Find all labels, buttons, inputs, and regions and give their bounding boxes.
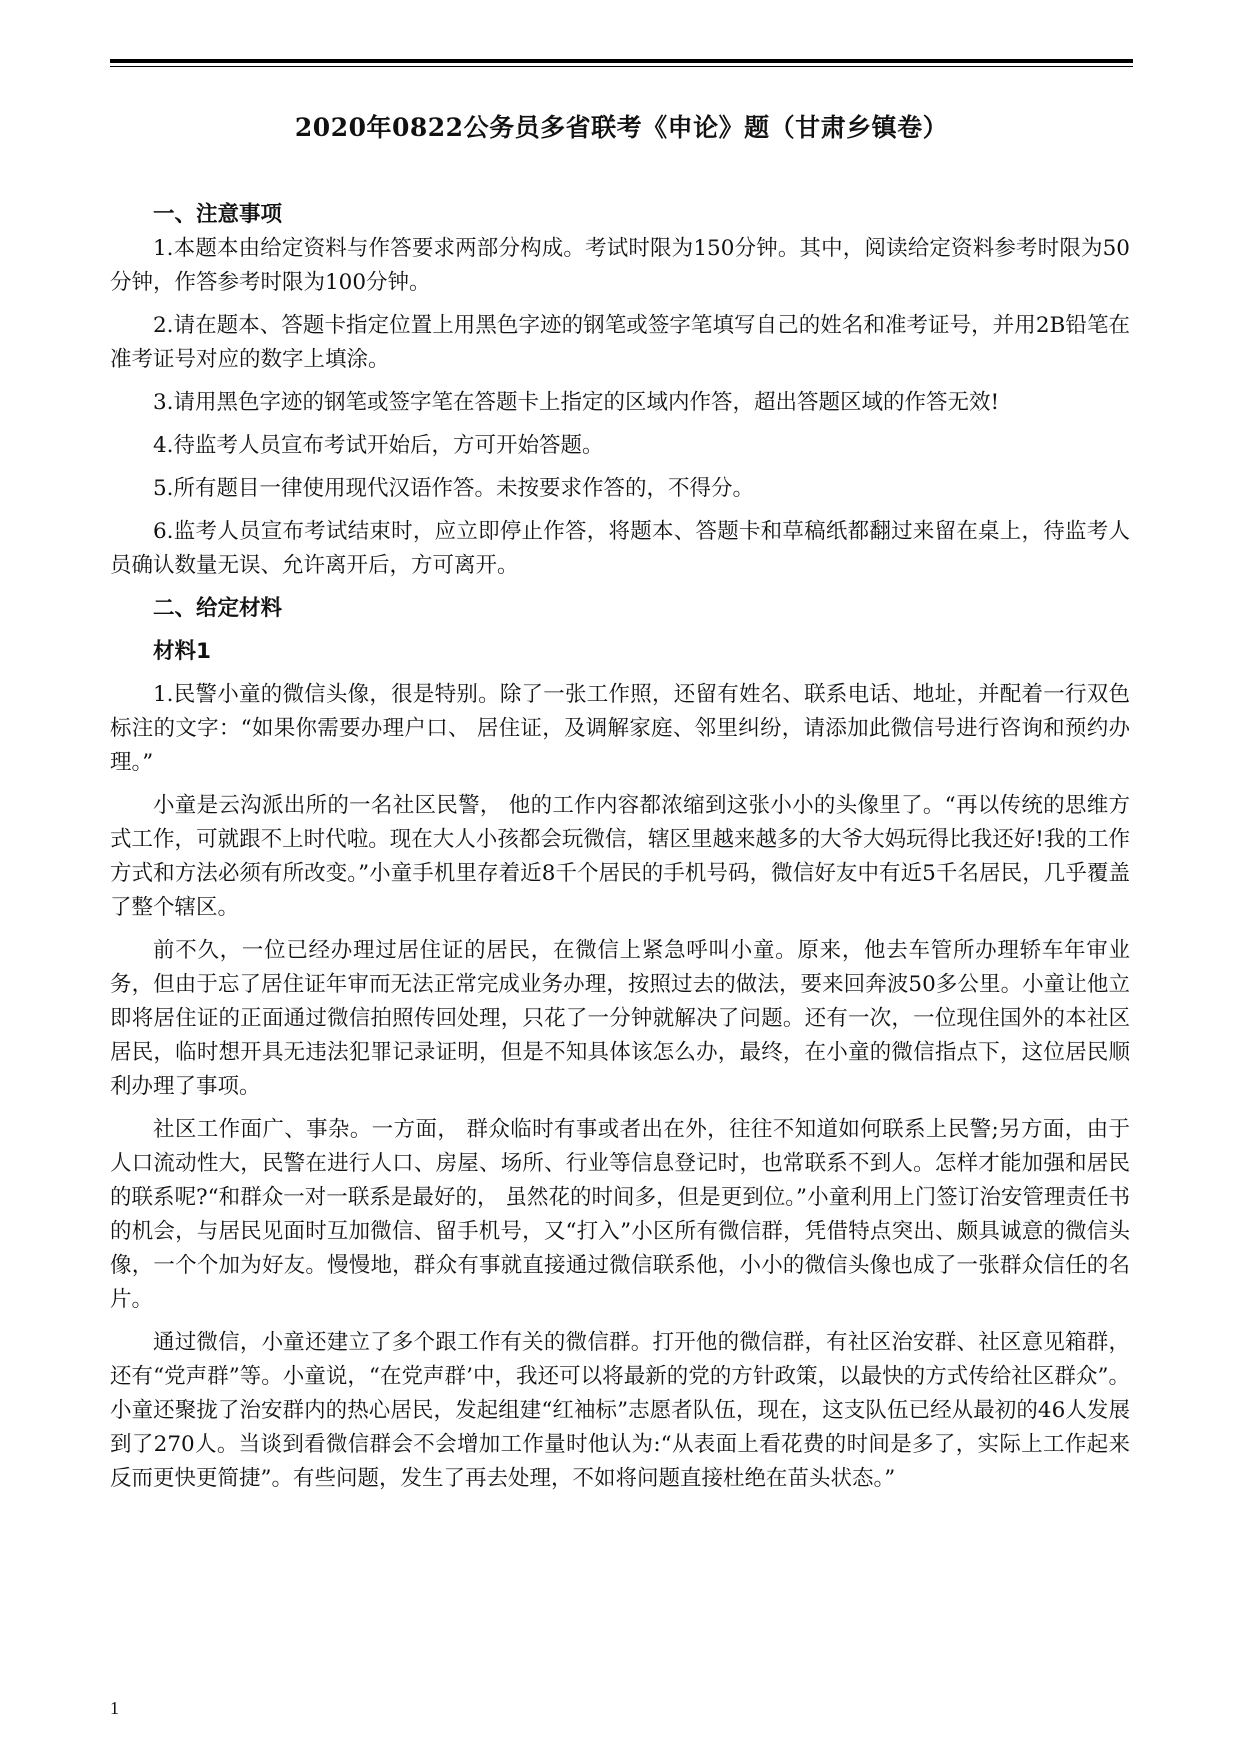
page-number: 1 — [110, 1698, 119, 1718]
material-1-title: 材料1 — [153, 639, 211, 664]
notice-item: 5.所有题目一律使用现代汉语作答。未按要求作答的，不得分。 — [153, 476, 755, 501]
notice-item: 1.本题本由给定资料与作答要求两部分构成。考试时限为150分钟。其中，阅读给定资料参考时限为50分钟，作答参考时限为100分钟。 — [110, 236, 1130, 295]
header-rule-thick — [110, 59, 1133, 63]
document-body — [110, 198, 1130, 1496]
notice-item: 2.请在题本、答题卡指定位置上用黑色字迹的钢笔或签字笔填写自己的姓名和准考证号，并用2B铅笔在准考证号对应的数字上填涂。 — [110, 313, 1130, 372]
header-rule-thin — [110, 66, 1133, 67]
document-title: 2020年0822公务员多省联考《申论》题（甘肃乡镇卷） — [294, 113, 949, 142]
notice-item: 4.待监考人员宣布考试开始后，方可开始答题。 — [153, 433, 604, 458]
material-paragraph: 通过微信，小童还建立了多个跟工作有关的微信群。打开他的微信群，有社区治安群、社区意见箱群，还有“党声群”等。小童说，“在党声群’中，我还可以将最新的党的方针政策，以最快的方式传给社区群众”。小童还聚拢了治安群内的热心居民，发起组建“红袖标”志愿者队伍，现在，这支队伍已经从最初的46人发展到了270人。当谈到看微信群会不会增加工作量时他认为:“从表面上看花费的时间是多了，实际上工作起来反而更快更简捷”。有些问题，发生了再去处理，不如将问题直接杜绝在苗头状态。” — [110, 1330, 1130, 1491]
notice-item: 3.请用黑色字迹的钢笔或签字笔在答题卡上指定的区域内作答，超出答题区域的作答无效! — [153, 390, 1000, 415]
section-heading-notice: 一、注意事项 — [153, 202, 283, 227]
section-heading-materials: 二、给定材料 — [153, 596, 283, 621]
notice-item: 6.监考人员宣布考试结束时，应立即停止作答，将题本、答题卡和草稿纸都翻过来留在桌上，待监考人员确认数量无误、允许离开后，方可离开。 — [110, 519, 1130, 578]
material-paragraph: 前不久，一位已经办理过居住证的居民，在微信上紧急呼叫小童。原来，他去车管所办理轿车年审业务，但由于忘了居住证年审而无法正常完成业务办理，按照过去的做法，要来回奔波50多公里。小童让他立即将居住证的正面通过微信拍照传回处理，只花了一分钟就解决了问题。还有一次，一位现住国外的本社区居民，临时想开具无违法犯罪记录证明，但是不知具体该怎么办，最终，在小童的微信指点下，这位居民顺利办理了事项。 — [110, 938, 1130, 1099]
material-paragraph: 1.民警小童的微信头像，很是特别。除了一张工作照，还留有姓名、联系电话、地址，并配着一行双色标注的文字：“如果你需要办理户口、 居住证，及调解家庭、邻里纠纷，请添加此微信号进行咨询和预约办理。” — [110, 682, 1130, 775]
material-paragraph: 小童是云沟派出所的一名社区民警， 他的工作内容都浓缩到这张小小的头像里了。“再以传统的思维方式工作，可就跟不上时代啦。现在大人小孩都会玩微信，辖区里越来越多的大爷大妈玩得比我还好!我的工作方式和方法必须有所改变。”小童手机里存着近8千个居民的手机号码，微信好友中有近5千名居民，几乎覆盖了整个辖区。 — [110, 793, 1130, 920]
material-paragraph: 社区工作面广、事杂。一方面， 群众临时有事或者出在外，往往不知道如何联系上民警;另方面，由于人口流动性大，民警在进行人口、房屋、场所、行业等信息登记时，也常联系不到人。怎样才能加强和居民的联系呢?“和群众一对一联系是最好的， 虽然花的时间多，但是更到位。”小童利用上门签订治安管理责任书的机会，与居民见面时互加微信、留手机号，又“打入”小区所有微信群，凭借特点突出、颇具诚意的微信头像，一个个加为好友。慢慢地，群众有事就直接通过微信联系他，小小的微信头像也成了一张群众信任的名片。 — [110, 1117, 1130, 1312]
